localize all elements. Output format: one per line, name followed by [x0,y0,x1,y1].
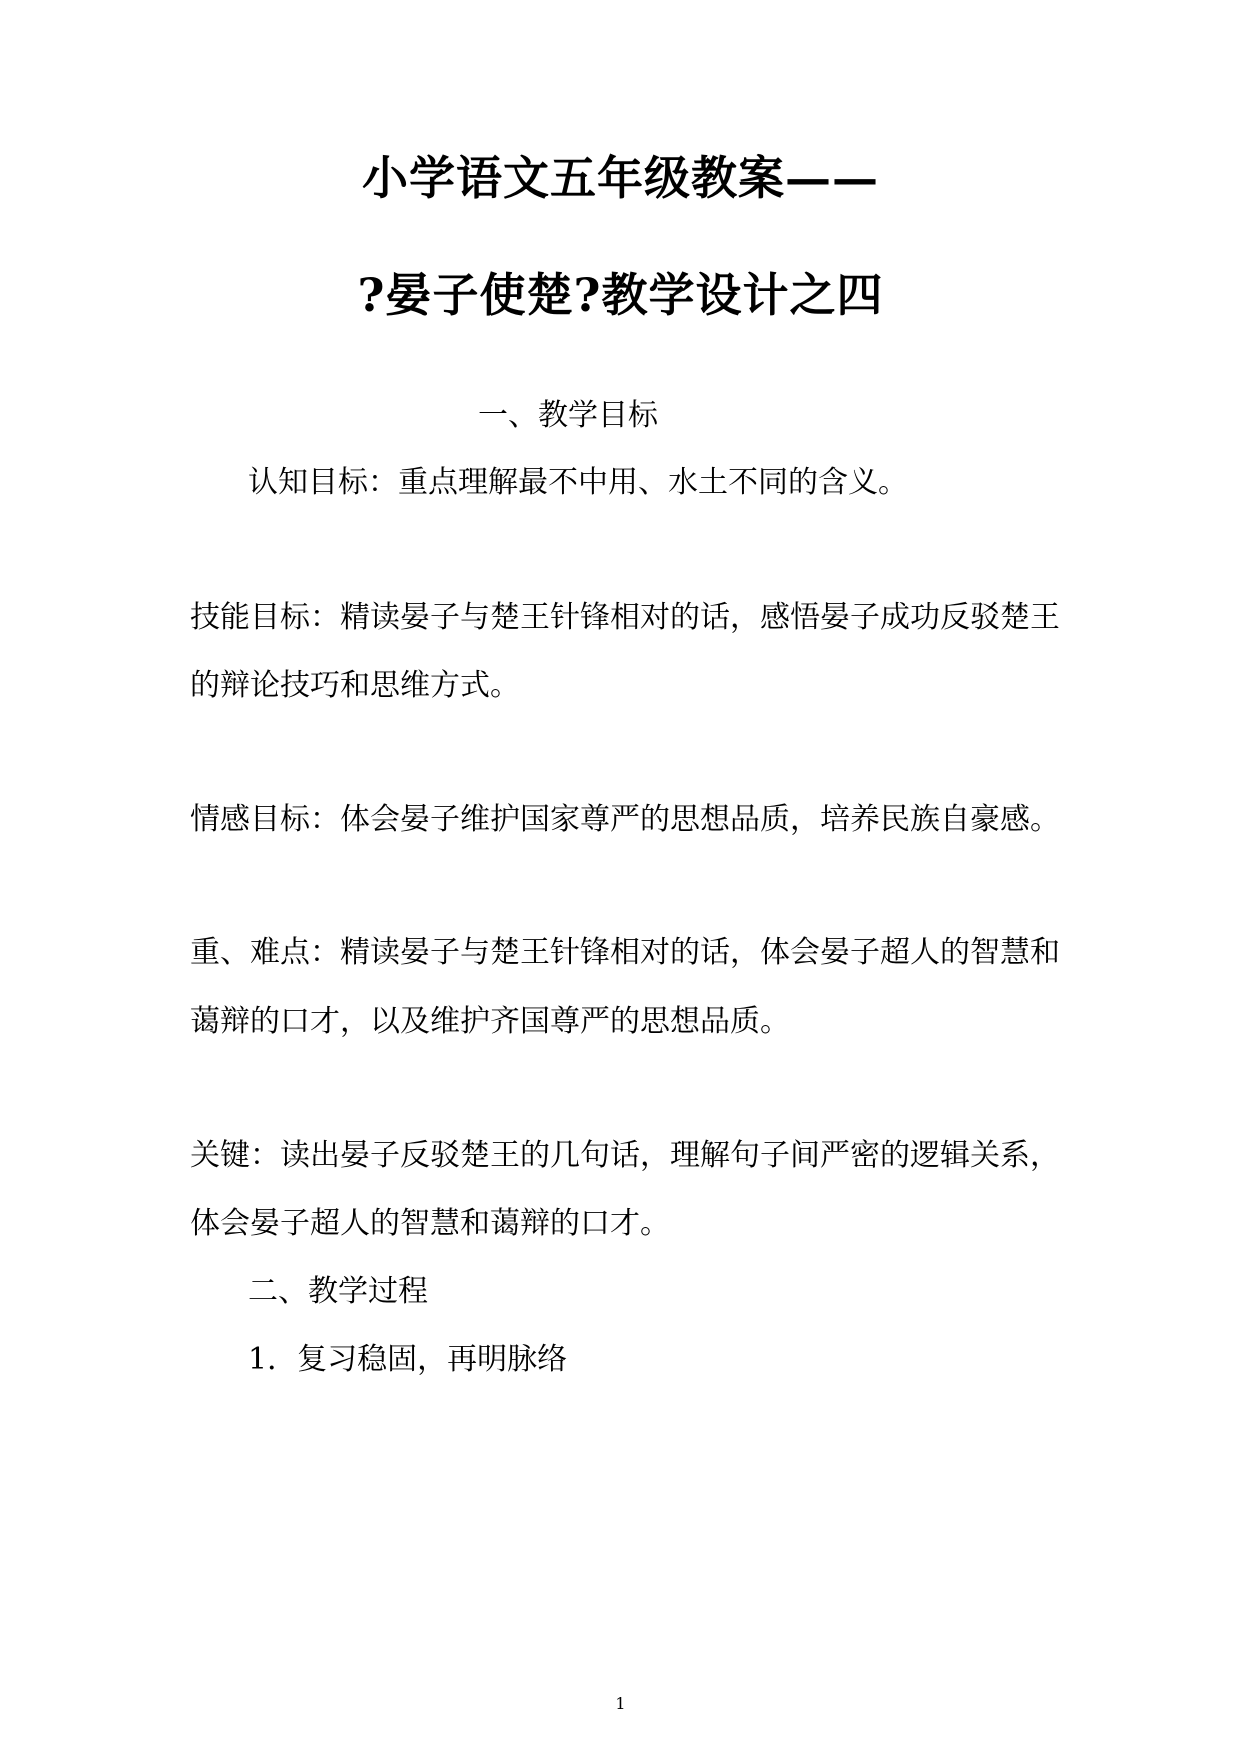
key-difficulty-line-1: 重、难点：精读晏子与楚王针锋相对的话，体会晏子超人的智慧和 [190,935,1060,970]
page-number: 1 [615,1694,626,1713]
skill-goal-line-1: 技能目标：精读晏子与楚王针锋相对的话，感悟晏子成功反驳楚王 [190,600,1060,635]
process-step-1: 1．复习稳固，再明脉络 [248,1342,568,1377]
document-title-line-1: 小学语文五年级教案—— [362,151,879,205]
key-point-line-2: 体会晏子超人的智慧和蔼辩的口才。 [190,1206,670,1241]
skill-goal-line-2: 的辩论技巧和思维方式。 [190,668,520,703]
cognitive-goal-paragraph: 认知目标：重点理解最不中用、水土不同的含义。 [248,465,908,500]
section-heading-teaching-process: 二、教学过程 [248,1274,428,1309]
key-point-line-1: 关键：读出晏子反驳楚王的几句话，理解句子间严密的逻辑关系， [190,1138,1060,1173]
emotion-goal-paragraph: 情感目标：体会晏子维护国家尊严的思想品质，培养民族自豪感。 [190,802,1060,837]
section-heading-teaching-goals: 一、教学目标 [478,398,658,433]
key-difficulty-line-2: 蔼辩的口才，以及维护齐国尊严的思想品质。 [190,1004,790,1039]
document-title-line-2: ?晏子使楚?教学设计之四 [357,268,884,322]
